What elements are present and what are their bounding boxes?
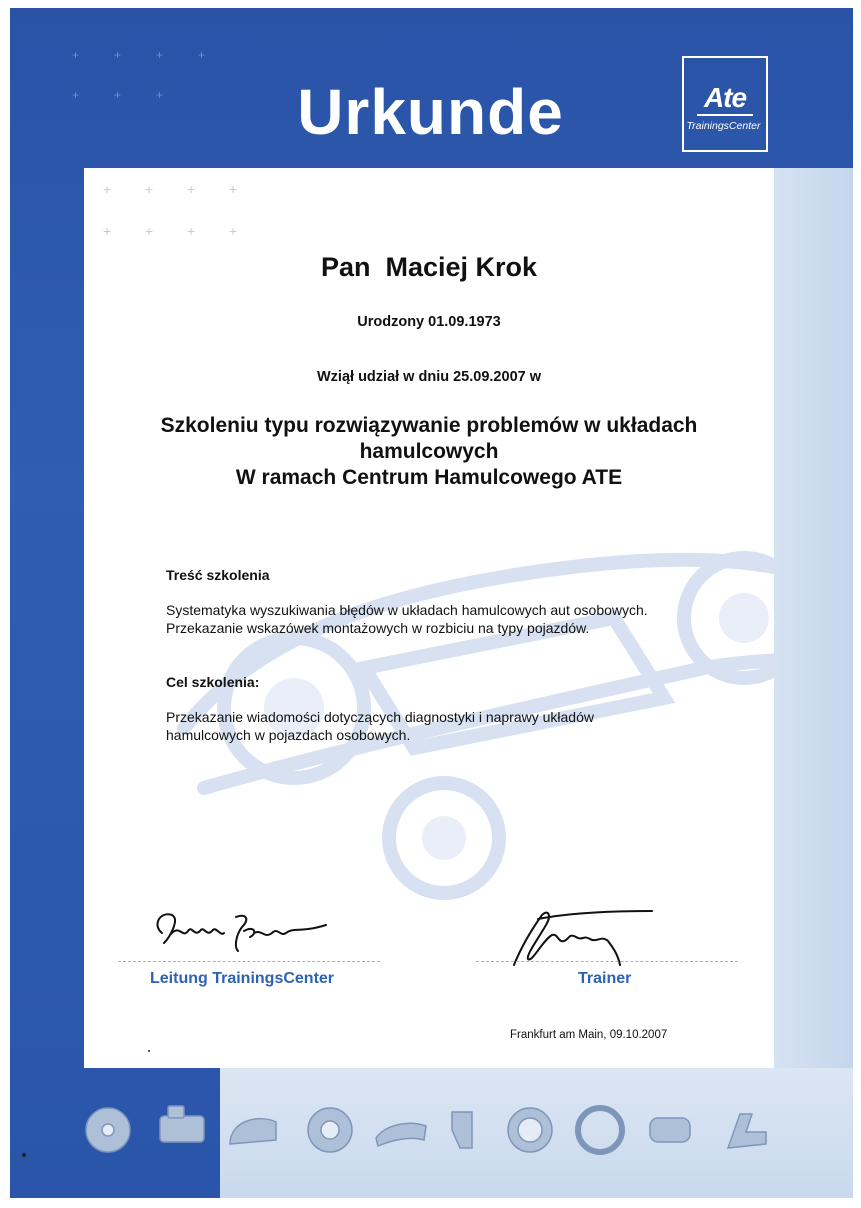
certificate-title: Urkunde (297, 76, 564, 148)
plus-mark: + (156, 88, 164, 102)
plus-mark: + (187, 223, 196, 239)
place-date: Frankfurt am Main, 09.10.2007 (510, 1029, 668, 1041)
ate-logo-mark: Ate (703, 82, 747, 113)
plus-mark: + (103, 223, 112, 239)
ate-logo-subtitle: TrainingsCenter (686, 120, 761, 132)
signature-line-left (118, 961, 380, 962)
speck (148, 1050, 150, 1052)
course-line-1: Szkoleniu typu rozwiązywanie problemów w układach (160, 414, 698, 437)
goal-heading: Cel szkolenia: (166, 674, 260, 690)
plus-mark: + (114, 48, 122, 62)
signature-right (508, 905, 658, 969)
speck (22, 1153, 26, 1157)
plus-mark: + (72, 48, 80, 62)
plus-mark: + (72, 88, 80, 102)
ate-logo (682, 56, 768, 152)
plus-mark: + (145, 223, 154, 239)
abs-sensor-icon (728, 1114, 766, 1148)
wheel-cylinder-icon (650, 1118, 690, 1142)
brake-pad-icon (376, 1123, 426, 1146)
signature-line-right (476, 961, 738, 962)
plus-mark: + (198, 48, 206, 62)
plus-mark: + (156, 48, 164, 62)
course-line-2: hamulcowych (359, 440, 499, 463)
caliper-icon (230, 1119, 276, 1144)
goal-text: Przekazanie wiadomości dotyczących diagnostyki i naprawy układów hamulcowych w pojazdach osobowych. (166, 709, 594, 743)
plus-mark: + (187, 181, 196, 197)
plus-mark: + (103, 181, 112, 197)
plus-mark: + (229, 223, 238, 239)
plus-mark: + (145, 181, 154, 197)
brake-disc-icon (86, 1108, 130, 1152)
plus-mark: + (114, 88, 122, 102)
signature-left (150, 903, 330, 955)
participation-line: Wziął udział w dniu 25.09.2007 w (316, 369, 541, 385)
content-text: Systematyka wyszukiwania błędów w układach hamulcowych aut osobowych. Przekazanie wskazówek montażowych w rozbiciu na typy pojazdów. (166, 602, 648, 636)
brake-parts-icons (80, 1100, 780, 1160)
course-title (84, 413, 774, 491)
birth-date: Urodzony 01.09.1973 (357, 314, 501, 330)
recipient-name: Pan Maciej Krok (320, 252, 538, 282)
master-cylinder-icon (160, 1106, 204, 1142)
trainer-label: Trainer (578, 970, 632, 987)
logo-underline (697, 114, 753, 116)
brake-rotor-icon (308, 1108, 352, 1152)
brake-drum-icon (508, 1108, 552, 1152)
bracket-icon (452, 1112, 472, 1148)
right-strip (767, 168, 853, 1068)
brake-shoe-icon (578, 1108, 622, 1152)
plus-mark: + (229, 181, 238, 197)
leitung-label: Leitung TrainingsCenter (150, 970, 335, 987)
content-heading: Treść szkolenia (166, 567, 270, 583)
course-line-3: W ramach Centrum Hamulcowego ATE (235, 466, 623, 489)
